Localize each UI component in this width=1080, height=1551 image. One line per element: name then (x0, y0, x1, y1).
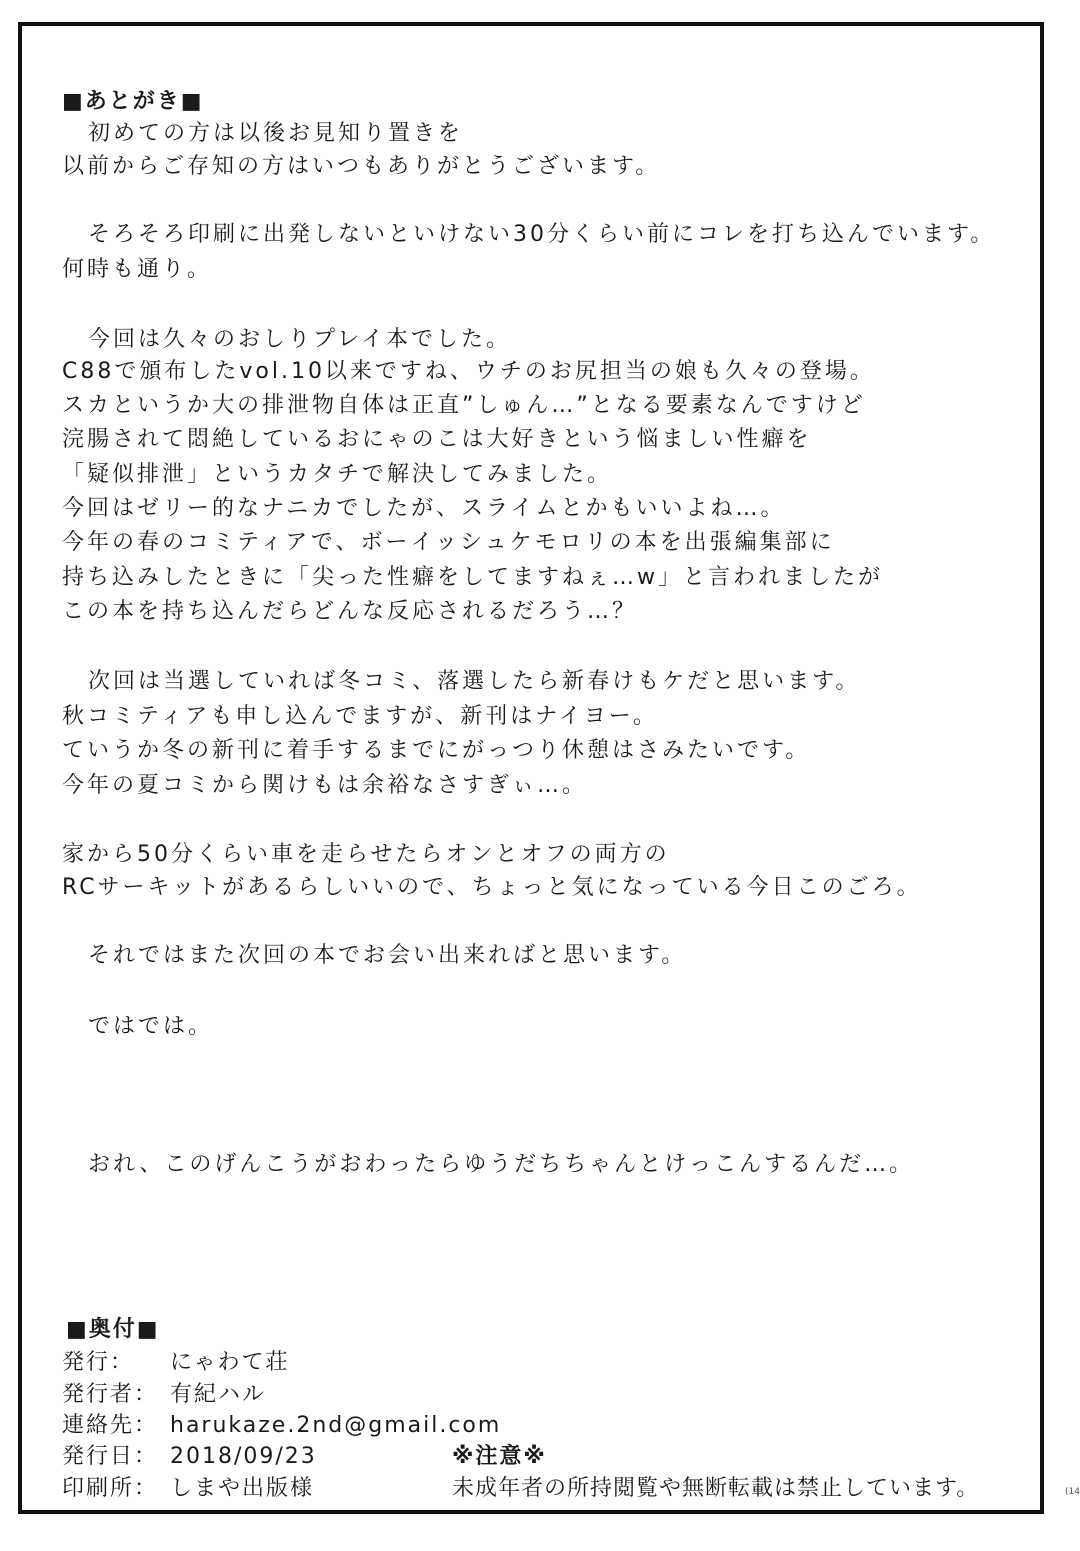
author-label: 発行者： (62, 1382, 159, 1407)
printer-label: 印刷所： (62, 1476, 159, 1501)
afterword-line: それではまた次回の本でお会い出来ればと思います。 (88, 943, 687, 968)
page-number: (14 (1065, 1487, 1080, 1497)
afterword-line: スカというか大の排泄物自体は正直”しゅん…”となる要素なんですけど (62, 393, 866, 418)
afterword-line: 以前からご存知の方はいつもありがとうございます。 (62, 154, 661, 179)
afterword-line: 秋コミティアも申し込んでますが、新刊はナイヨー。 (62, 704, 658, 729)
colophon-heading: ■奥付■ (66, 1317, 160, 1342)
date-value: 2018/09/23 (170, 1444, 317, 1469)
printer-value: しまや出版様 (170, 1476, 315, 1501)
notice-heading: ※注意※ (452, 1444, 547, 1469)
afterword-line: 持ち込みしたときに「尖った性癖をしてますねぇ…w」と言われましたが (62, 565, 883, 590)
publisher-label: 発行： (62, 1350, 135, 1375)
date-label: 発行日： (62, 1444, 159, 1469)
afterword-line: そろそろ印刷に出発しないといけない30分くらい前にコレを打ち込んでいます。 (88, 222, 996, 247)
afterword-line: 次回は当選していれば冬コミ、落選したら新春けもケだと思います。 (88, 669, 861, 694)
afterword-line: 今回は久々のおしりプレイ本でした。 (88, 327, 512, 352)
afterword-line: ではでは。 (88, 1014, 214, 1039)
afterword-line: 今回はゼリー的なナニカでしたが、スライムとかもいいよね…。 (62, 496, 786, 521)
afterword-line: RCサーキットがあるらしいいので、ちょっと気になっている今日このごろ。 (62, 875, 922, 900)
afterword-line: おれ、このげんこうがおわったらゆうだちちゃんとけっこんするんだ…。 (88, 1152, 915, 1177)
afterword-line: 今年の春のコミティアで、ボーイッシュケモロリの本を出張編集部に (62, 530, 835, 555)
publisher-value: にゃわて荘 (170, 1350, 290, 1375)
notice-text: 未成年者の所持閲覧や無断転載は禁止しています。 (452, 1476, 980, 1501)
afterword-line: 家から50分くらい車を走らせたらオンとオフの両方の (62, 842, 670, 867)
afterword-line: 浣腸されて悶絶しているおにゃのこは大好きという悩ましい性癖を (62, 427, 812, 452)
contact-label: 連絡先： (62, 1413, 159, 1438)
afterword-line: 「疑似排泄」というカタチで解決してみました。 (62, 462, 613, 487)
afterword-line: ていうか冬の新刊に着手するまでにがっつり休憩はさみたいです。 (62, 738, 811, 763)
afterword-line: 初めての方は以後お見知り置きを (88, 121, 464, 146)
afterword-line: この本を持ち込んだらどんな反応されるだろう…？ (62, 599, 638, 624)
contact-value: harukaze.2nd@gmail.com (170, 1413, 502, 1438)
author-value: 有紀ハル (170, 1382, 267, 1407)
afterword-heading: ■あとがき■ (62, 89, 204, 114)
afterword-line: C88で頒布したvol.10以来ですね、ウチのお尻担当の娘も久々の登場。 (62, 359, 875, 384)
afterword-line: 今年の夏コミから関けもは余裕なさすぎぃ…。 (62, 773, 588, 798)
afterword-line: 何時も通り。 (62, 257, 213, 282)
